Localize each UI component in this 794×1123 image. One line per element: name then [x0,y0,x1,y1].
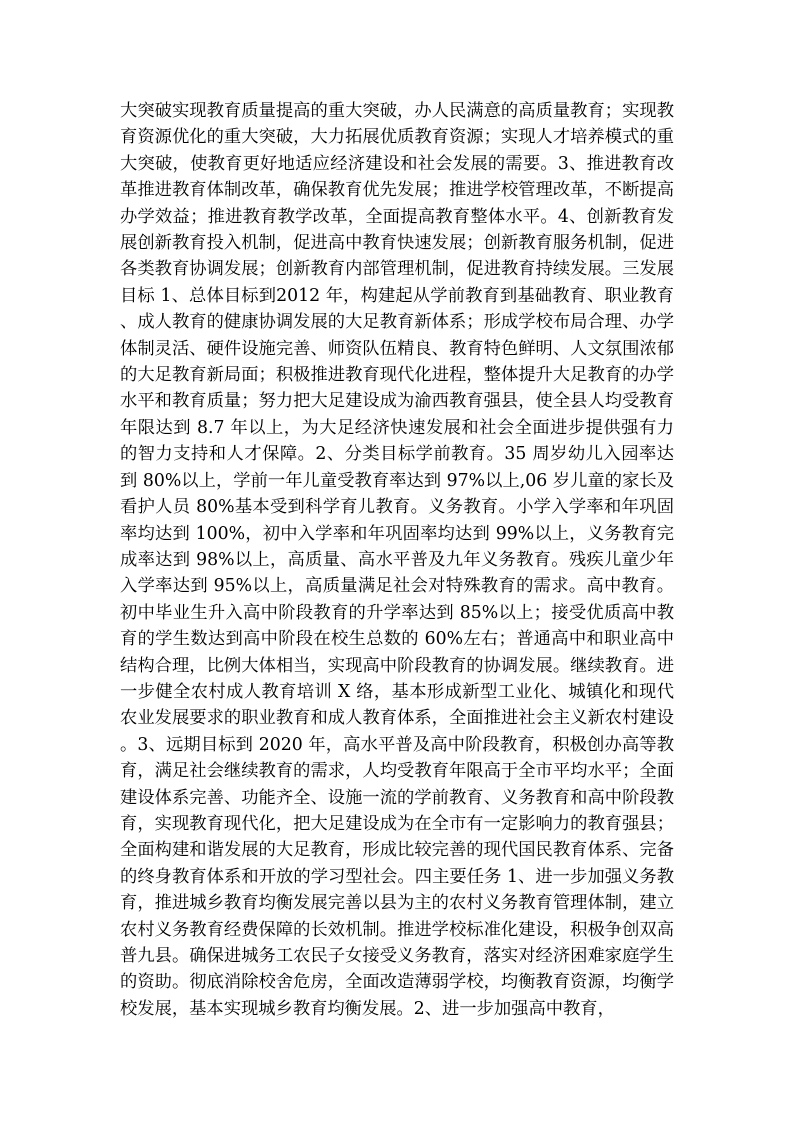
document-page [120,98,674,1022]
body-paragraph: 大突破实现教育质量提高的重大突破，办人民满意的高质量教育；实现教育资源优化的重大突破，大力拓展优质教育资源；实现人才培养模式的重大突破，使教育更好地适应经济建设和社会发展的需要。3、推进教育改革推进教育体制改革，确保教育优先发展；推进学校管理改革，不断提高办学效益；推进教育教学改革，全面提高教育整体水平。4、创新教育发展创新教育投入机制，促进高中教育快速发展；创新教育服务机制，促进各类教育协调发展；创新教育内部管理机制，促进教育持续发展。三发展目标 1、总体目标到2012 年，构建起从学前教育到基础教育、职业教育、成人教育的健康协调发展的大足教育新体系；形成学校布局合理、办学体制灵活、硬件设施完善、师资队伍精良、教育特色鲜明、人文氛围浓郁的大足教育新局面；积极推进教育现代化进程，整体提升大足教育的办学水平和教育质量；努力把大足建设成为渝西教育强县，使全县人均受教育年限达到 8.7 年以上，为大足经济快速发展和社会全面进步提供强有力的智力支持和人才保障。2、分类目标学前教育。35 周岁幼儿入园率达到 80%以上，学前一年儿童受教育率达到 97%以上,06 岁儿童的家长及看护人员 80%基本受到科学育儿教育。义务教育。小学入学率和年巩固率均达到 100%，初中入学率和年巩固率均达到 99%以上，义务教育完成率达到 98%以上，高质量、高水平普及九年义务教育。残疾儿童少年入学率达到 95%以上，高质量满足社会对特殊教育的需求。高中教育。初中毕业生升入高中阶段教育的升学率达到 85%以上；接受优质高中教育的学生数达到高中阶段在校生总数的 60%左右；普通高中和职业高中结构合理，比例大体相当，实现高中阶段教育的协调发展。继续教育。进一步健全农村成人教育培训 X 络，基本形成新型工业化、城镇化和现代农业发展要求的职业教育和成人教育体系，全面推进社会主义新农村建设。3、远期目标到 2020 年，高水平普及高中阶段教育，积极创办高等教育，满足社会继续教育的需求，人均受教育年限高于全市平均水平；全面建设体系完善、功能齐全、设施一流的学前教育、义务教育和高中阶段教育，实现教育现代化，把大足建设成为在全市有一定影响力的教育强县；全面构建和谐发展的大足教育，形成比较完善的现代国民教育体系、完备的终身教育体系和开放的学习型社会。四主要任务 1、进一步加强义务教育，推进城乡教育均衡发展完善以县为主的农村义务教育管理体制，建立农村义务教育经费保障的长效机制。推进学校标准化建设，积极争创双高普九县。确保进城务工农民子女接受义务教育，落实对经济困难家庭学生的资助。彻底消除校舍危房，全面改造薄弱学校，均衡教育资源，均衡学校发展，基本实现城乡教育均衡发展。2、进一步加强高中教育， [120,101,674,1019]
